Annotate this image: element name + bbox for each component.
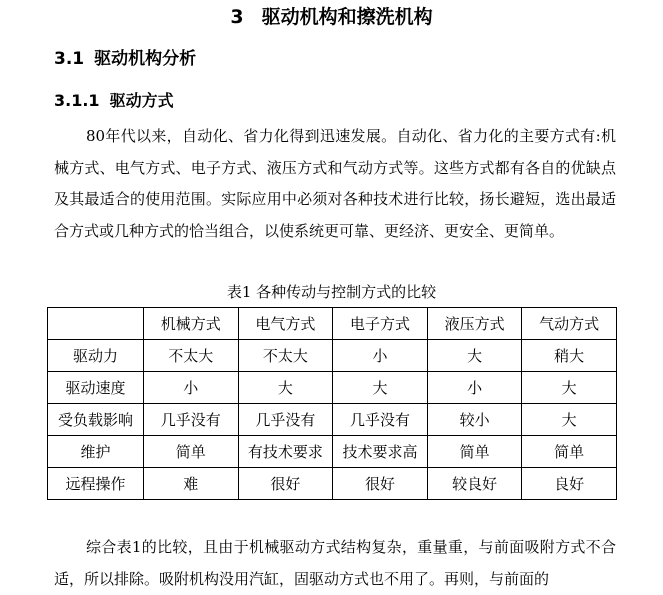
chapter-heading [0,4,663,30]
table-header-cell: 气动方式 [522,308,617,340]
table-cell: 较小 [427,404,522,436]
table-cell: 大 [238,372,333,404]
chapter-title-text: 驱动机构和擦洗机构 [261,6,433,28]
section-heading [54,47,196,71]
subsection-title-text: 驱动方式 [109,91,174,110]
table-cell: 大 [333,372,428,404]
table-cell: 很好 [333,468,428,500]
table-cell: 难 [144,468,239,500]
table-row [48,436,617,468]
table-cell: 较良好 [427,468,522,500]
intro-paragraph: 80年代以来，自动化、省力化得到迅速发展。自动化、省力化的主要方式有:机械方式、电气方式、电子方式、液压方式和气动方式等。这些方式都有各自的优缺点及其最适合的使用范围。实际应用中必须对各种技术进行比较，扬长避短，选出最适合方式或几种方式的恰当组合，以使系统更可靠、更经济、更安全、更简单。 [54,127,616,240]
table-header-cell [48,308,144,340]
subsection-heading [54,90,174,112]
row-label-cell: 驱动力 [48,340,144,372]
table-row [48,372,617,404]
table-cell: 小 [427,372,522,404]
table-cell: 简单 [427,436,522,468]
comparison-table [47,307,617,500]
table-header-cell: 电子方式 [333,308,428,340]
table-cell: 有技术要求 [238,436,333,468]
row-label-cell: 远程操作 [48,468,144,500]
table-cell: 简单 [144,436,239,468]
subsection-number: 3.1.1 [54,91,100,110]
row-label-cell: 受负载影响 [48,404,144,436]
table-cell: 不太大 [144,340,239,372]
summary-paragraph: 综合表1的比较，且由于机械驱动方式结构复杂，重量重，与前面吸附方式不合适，所以排除。吸附机构没用汽缸，固驱动方式也不用了。再则，与前面的 [54,538,616,588]
table-header-row [48,308,617,340]
table-cell: 几乎没有 [144,404,239,436]
row-label-cell: 驱动速度 [48,372,144,404]
table-cell: 良好 [522,468,617,500]
table-caption: 表1 各种传动与控制方式的比较 [226,283,437,301]
table-cell: 很好 [238,468,333,500]
row-label-cell: 维护 [48,436,144,468]
table-cell: 几乎没有 [238,404,333,436]
table-cell: 小 [144,372,239,404]
table-header-cell: 液压方式 [427,308,522,340]
table-cell: 技术要求高 [333,436,428,468]
table-cell: 大 [522,404,617,436]
chapter-number: 3 [230,6,244,28]
table-cell: 大 [522,372,617,404]
table-cell: 简单 [522,436,617,468]
section-title-text: 驱动机构分析 [94,49,197,69]
table-header-cell: 机械方式 [144,308,239,340]
table-cell: 稍大 [522,340,617,372]
table-cell: 不太大 [238,340,333,372]
table-cell: 几乎没有 [333,404,428,436]
table-cell: 大 [427,340,522,372]
section-number: 3.1 [54,49,85,69]
table-header-cell: 电气方式 [238,308,333,340]
table-row [48,468,617,500]
table-cell: 小 [333,340,428,372]
table-row [48,404,617,436]
table-row [48,340,617,372]
